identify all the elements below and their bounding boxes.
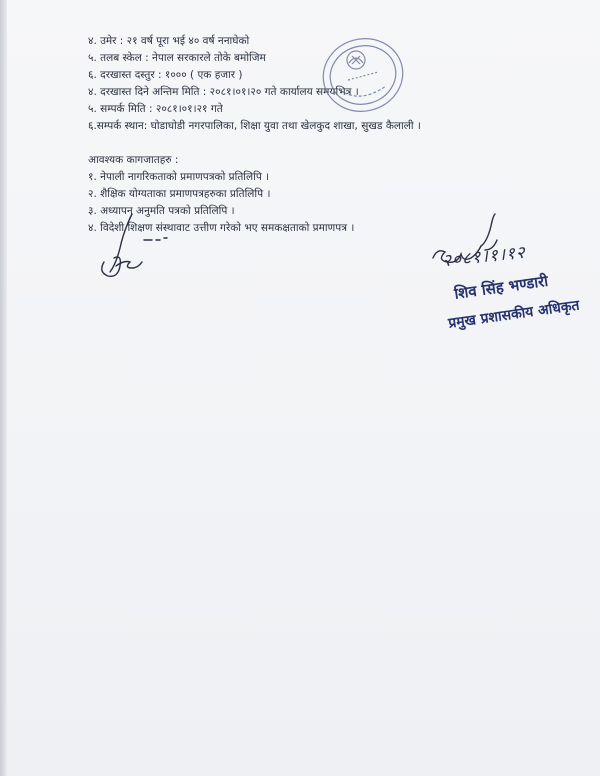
document-item: ४. विदेशी शिक्षण संस्थावाट उत्तीण गरेको भए समकक्षताको प्रमाणपत्र । [88,222,355,234]
page-edge-shadow [0,0,7,776]
official-title: प्रमुख प्रशासकीय अधिकृत [447,297,581,332]
official-name: शिव सिंह भण्डारी [453,271,550,303]
condition-salary: ५. तलब स्केल : नेपाल सरकारले तोके बमोजिम [88,52,266,64]
documents-heading: आवश्यक कागजातहरु : [88,154,179,166]
condition-deadline: ४. दरखास्त दिने अन्तिम मिति : २०८१।०१।२० गते कार्यालय समयभित्र । [88,86,359,98]
signature-left-icon [92,208,192,288]
office-seal-icon [318,30,408,120]
condition-age: ४. उमेर : २१ वर्ष पूरा भई ४० वर्ष ननाघेको [88,35,250,47]
signature-date: २०८१।१।१२ [441,242,527,272]
document-item: १. नेपाली नागरिकताको प्रमाणपत्रको प्रतिलिपि । [88,171,270,183]
condition-contact-place: ६.सम्पर्क स्थान: घोडाघोडी नगरपालिका, शिक्षा युवा तथा खेलकुद शाखा, सुखड कैलाली । [88,120,421,132]
condition-contact-date: ५. सम्पर्क मिति : २०८१।०१।२१ गते [88,103,223,115]
document-item: ३. अध्यापन अनुमति पत्रको प्रतिलिपि । [88,205,235,217]
document-item: २. शैक्षिक योग्यताका प्रमाणपत्रहरुका प्रतिलिपि । [88,188,271,200]
condition-fee: ६. दरखास्त दस्तुर : १००० ( एक हजार ) [88,69,243,81]
